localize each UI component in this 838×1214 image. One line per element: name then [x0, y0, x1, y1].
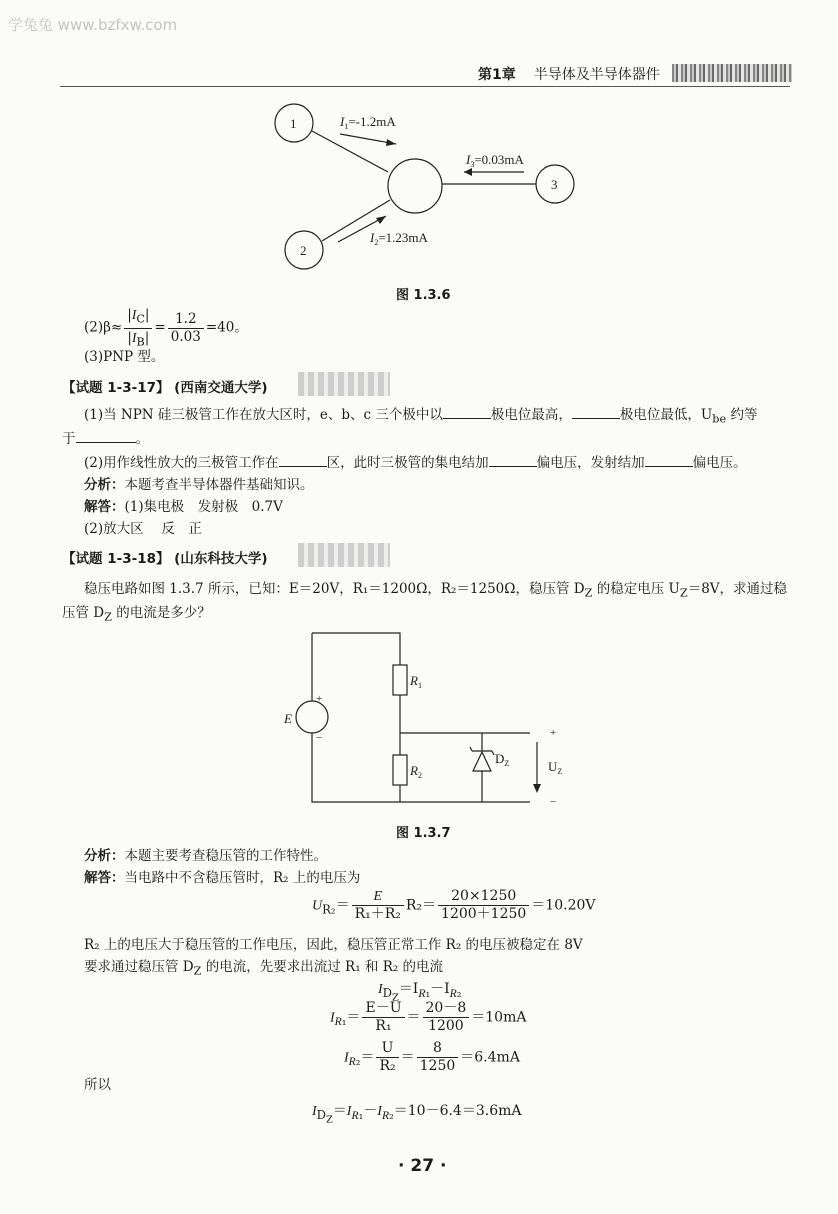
i1-label: $I_1=-1.2mA$: [340, 114, 396, 131]
node-3-label: 3: [551, 177, 558, 192]
q18-text1: 稳压电路如图 1.3.7 所示，已知：E＝20V，R₁＝1200Ω，R₂＝1250Ω，稳压管 $D_Z$ 的稳定电压 $U_Z=8V$，求通过稳: [84, 581, 788, 600]
figure-1-3-6-caption: 图 1.3.6: [396, 288, 451, 303]
chapter-title: 半导体及半导体器件: [533, 67, 660, 83]
q17-line1: (1)当 NPN 硅三极管工作在放大区时，e、b、c 三个极中以 极电位最高， 极电位最低，$U_{be}$ 约等: [84, 407, 758, 426]
figure-1-3-7: [270, 625, 590, 815]
source-e: [296, 701, 328, 733]
title-band-17: [298, 372, 390, 396]
e-label: E: [284, 711, 292, 726]
question-17-title: 【试题 1-3-17】 (西南交通大学): [62, 380, 268, 396]
resistor-r2: [393, 755, 407, 785]
question-18-title: 【试题 1-3-18】 (山东科技大学): [62, 551, 268, 567]
answer-pnp: (3)PNP 型。: [84, 349, 165, 365]
figure-1-3-6: [260, 100, 590, 275]
top-wire: [312, 633, 400, 665]
node-1-label: 1: [290, 116, 297, 131]
svg-text:+: +: [550, 727, 557, 739]
q17-answer1: 解答：(1)集电极 发射极 0.7V: [84, 499, 283, 515]
q17-line2: (2)用作线性放大的三极管工作在 区，此时三极管的集电结加 偏电压，发射结加 偏电压。: [84, 455, 747, 471]
suoyi: 所以: [84, 1077, 111, 1093]
bottom-wire: [312, 733, 530, 802]
svg-text:−: −: [550, 796, 557, 808]
r1-label: $R_1$: [410, 673, 422, 690]
title-band-18: [298, 543, 390, 567]
q18-line-b: 要求通过稳压管 $D_Z$ 的电流，先要求出流过 R₁ 和 R₂ 的电流: [84, 959, 444, 978]
chapter-number: 第1章: [478, 67, 516, 83]
dz-label: $D_Z$: [495, 751, 510, 768]
watermark: 学兔兔 www.bzfxw.com: [8, 16, 178, 34]
center-node-circle: [388, 159, 442, 213]
branch-1-line: [312, 131, 388, 172]
i2-label: $I_2=1.23mA$: [370, 230, 428, 247]
i3-label: $I_3=0.03mA$: [466, 152, 524, 169]
q18-analysis: 分析：本题主要考查稳压管的工作特性。: [84, 848, 327, 864]
equation-ir1: $I_{R_1}=$ $\frac{E-U}{\text{R₁}}$ ＝ $\frac{20-8}{1200}$ ＝10mA: [330, 1000, 527, 1034]
resistor-r1: [393, 665, 407, 695]
svg-text:+: +: [316, 693, 323, 705]
zener-triangle: [473, 752, 491, 771]
r2-label: $R_2$: [410, 763, 422, 780]
q17-analysis: 分析：本题考查半导体器件基础知识。: [84, 477, 314, 493]
running-header: [478, 64, 660, 84]
svg-text:−: −: [316, 732, 323, 744]
q18-text2: 压管 $D_Z$ 的电流是多少？: [62, 605, 211, 624]
figure-1-3-7-caption: 图 1.3.7: [396, 826, 451, 841]
q17-line1-cont: 于 。: [62, 431, 149, 447]
page-number: · 27 ·: [398, 1156, 447, 1176]
q17-answer2: (2)放大区 反 正: [84, 521, 202, 537]
equation-final: $I_{D_Z}=I_{R_1}-I_{R_2}=10-6.4=3.6mA$: [312, 1103, 522, 1126]
header-decoration: [672, 64, 792, 82]
header-rule: [60, 86, 790, 87]
beta-equation: (2)β≈ $\frac{|I_C|}{|I_B|}$ = $\frac{1.2}{0.03}$ =40。: [84, 307, 248, 349]
uz-label: $U_Z$: [548, 759, 563, 776]
node-2-label: 2: [300, 243, 307, 258]
equation-idz: $I_{D_Z}=I_{R_1}-I_{R_2}$: [378, 981, 462, 1004]
q18-line-a: R₂ 上的电压大于稳压管的工作电压，因此，稳压管正常工作 R₂ 的电压被稳定在 8V: [84, 937, 583, 953]
equation-ur2: $U_{R_2}=$ $\frac{E}{\text{R₁＋R₂}}$ R₂＝ $\frac{20\times 1250}{1200+1250}$ ＝10.20V: [312, 888, 596, 922]
q18-answer-intro: 解答：当电路中不含稳压管时，R₂ 上的电压为: [84, 870, 361, 886]
equation-ir2: $I_{R_2}=$ $\frac{U}{\text{R₂}}$ ＝ $\frac{8}{1250}$ ＝6.4mA: [344, 1040, 520, 1074]
